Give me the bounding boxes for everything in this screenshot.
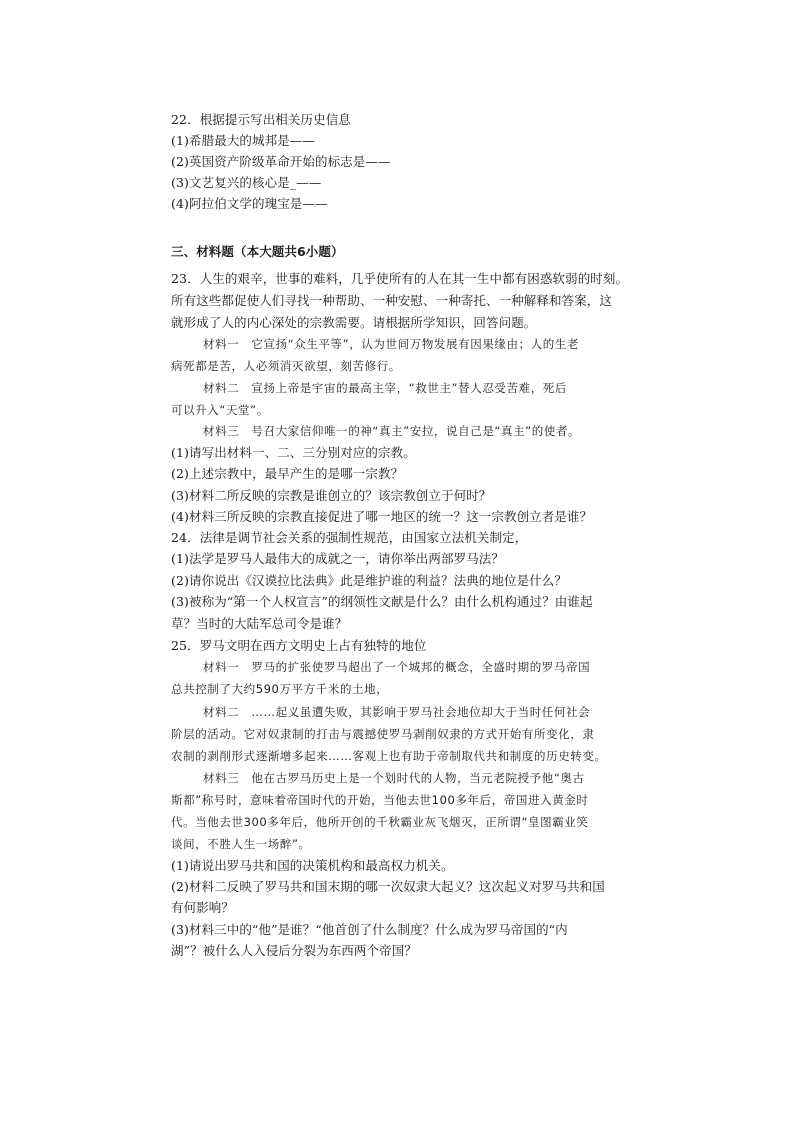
q23-question-4: (4)材料三所反映的宗教直接促进了哪一地区的统一？这一宗教创立者是谁？ <box>171 509 593 524</box>
q23-material-1-line-1: 材料一 它宣扬“众生平等”，认为世间万物发展有因果缘由；人的生老 <box>203 337 580 351</box>
q25-material-3-line-1: 材料三 他在古罗马历史上是一个划时代的人物，当元老院授予他“奥古 <box>203 771 585 785</box>
q22-title: 22．根据提示写出相关历史信息 <box>171 112 351 127</box>
q22-item-2: (2)英国资产阶级革命开始的标志是—— <box>171 154 391 169</box>
q25-material-2-line-1: 材料二 ……起义虽遭失败，其影响于罗马社会地位却大于当时任何社会 <box>203 705 591 719</box>
q25-material-2-line-3: 农制的剥削形式逐渐增多起来……客观上也有助于帝制取代共和制度的历史转变。 <box>171 749 607 763</box>
q23-material-1-line-2: 病死都是苦，人必须消灭欲望，刻苦修行。 <box>171 359 401 373</box>
q25-material-2-line-2: 阶层的活动。它对奴隶制的打击与震撼使罗马剥削奴隶的方式开始有所变化，隶 <box>171 727 595 741</box>
q23-material-3-line-1: 材料三 号召大家信仰唯一的神“真主”安拉，说自己是“真主”的使者。 <box>203 424 581 438</box>
q25-material-3-line-2: 斯都”称号时，意味着帝国时代的开始，当他去世100多年后，帝国进入黄金时 <box>171 793 589 807</box>
q23-question-2: (2)上述宗教中，最早产生的是哪一宗教？ <box>171 466 404 481</box>
q23-stem-line-3: 就形成了人的内心深处的宗教需要。请根据所学知识，回答问题。 <box>171 315 537 330</box>
q23-stem-line-1: 23．人生的艰辛，世事的难料，几乎使所有的人在其一生中都有困惑软弱的时刻。 <box>171 271 629 286</box>
q22-item-1: (1)希腊最大的城邦是—— <box>171 133 316 148</box>
q23-material-2-line-2: 可以升入“天堂”。 <box>171 403 269 417</box>
q25-material-3-line-4: 谈间，不胜人生一场醉”。 <box>171 837 311 851</box>
q23-material-2-line-1: 材料二 宣扬上帝是宇宙的最高主宰，“救世主”替人忍受苦难，死后 <box>203 381 568 395</box>
q24-question-2: (2)请你说出《汉谟拉比法典》此是维护谁的利益？法典的地位是什么？ <box>171 573 568 588</box>
q23-question-1: (1)请写出材料一、二、三分别对应的宗教。 <box>171 445 416 460</box>
q22-item-3: (3)文艺复兴的核心是_—— <box>171 175 322 190</box>
q24-question-3-line-2: 草？当时的大陆军总司令是谁？ <box>171 616 348 631</box>
q25-question-3-line-2: 湖”？被什么人入侵后分裂为东西两个帝国？ <box>171 943 417 958</box>
q25-stem: 25．罗马文明在西方文明史上占有独特的地位 <box>171 638 427 653</box>
q25-question-2-line-1: (2)材料二反映了罗马共和国末期的哪一次奴隶大起义？这次起义对罗马共和国 <box>171 879 605 894</box>
q24-question-1: (1)法学是罗马人最伟大的成就之一，请你举出两部罗马法？ <box>171 551 505 566</box>
q25-question-3-line-1: (3)材料三中的“他”是谁？“他首创了什么制度？什么成为罗马帝国的“内 <box>171 922 568 937</box>
section-heading: 三、材料题（本大题共6小题） <box>171 244 344 259</box>
q25-material-3-line-3: 代。当他去世300多年后，他所开创的千秋霸业灰飞烟灭，正所谓“皇图霸业笑 <box>171 815 589 829</box>
q23-stem-line-2: 所有这些都促使人们寻找一种帮助、一种安慰、一种寄托、一种解释和答案，这 <box>171 293 613 308</box>
q24-stem: 24．法律是调节社会关系的强制性规范，由国家立法机关制定， <box>171 530 528 545</box>
q22-item-4: (4)阿拉伯文学的瑰宝是—— <box>171 196 328 211</box>
q25-material-1-line-2: 总共控制了大约590万平方千米的土地， <box>171 682 389 696</box>
q24-question-3-line-1: (3)被称为“第一个人权宣言”的纲领性文献是什么？由什么机构通过？由谁起 <box>171 594 593 609</box>
q25-question-2-line-2: 有何影响？ <box>171 900 235 915</box>
q25-material-1-line-1: 材料一 罗马的扩张使罗马超出了一个城邦的概念，全盛时期的罗马帝国 <box>203 660 591 674</box>
q25-question-1: (1)请说出罗马共和国的决策机构和最高权力机关。 <box>171 858 454 873</box>
q23-question-3: (3)材料二所反映的宗教是谁创立的？该宗教创立于何时？ <box>171 488 492 503</box>
